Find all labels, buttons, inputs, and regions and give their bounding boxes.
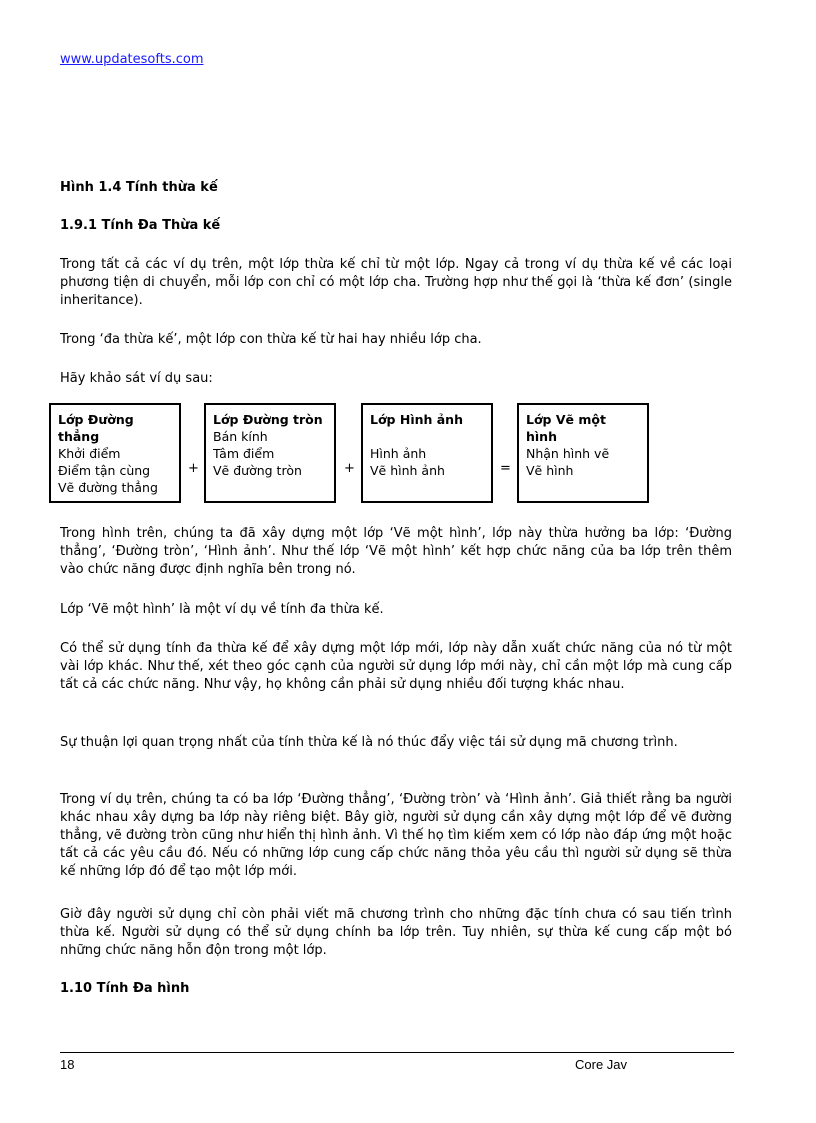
class-box-member: Tâm điểm: [213, 446, 275, 461]
class-box-title: Lớp Đường tròn: [213, 412, 323, 427]
section-title-1-10: 1.10 Tính Đa hình: [60, 981, 190, 996]
paragraph-4: Trong hình trên, chúng ta đã xây dựng một lớp ‘Vẽ một hình’, lớp này thừa hưởng ba lớp: ‘Đường thẳng’, ‘Đường tròn’, ‘Hình ảnh’. Như thế lớp ‘Vẽ một hình’ kết hợp chức năng của ba lớp trên thêm vào chức năng được định nghĩa bên trong nó.: [60, 526, 732, 577]
class-box-line: [49, 403, 181, 503]
class-box-member: Vẽ hình ảnh: [370, 463, 445, 478]
paragraph-8: Trong ví dụ trên, chúng ta có ba lớp ‘Đường thẳng’, ‘Đường tròn’ và ‘Hình ảnh’. Giả thiết rằng ba người khác nhau xây dựng ba lớp này riêng biệt. Bây giờ, người sử dụng cần xây dựng một lớp để vẽ đường thẳng, vẽ đường tròn cũng như hiển thị hình ảnh. Vì thế họ tìm kiếm xem có lớp nào đáp ứng một hoặc tất cả các yêu cầu đó. Nếu có những lớp cung cấp chức năng thỏa yêu cầu thì người sử dụng sẽ thừa kế những lớp đó để tạo một lớp mới.: [60, 792, 732, 879]
page-number: 18: [60, 1057, 75, 1072]
paragraph-9: Giờ đây người sử dụng chỉ còn phải viết mã chương trình cho những đặc tính chưa có sau tiến trình thừa kế. Người sử dụng có thể sử dụng chính ba lớp trên. Tuy nhiên, sự thừa kế cung cấp một bó những chức năng hỗn độn trong một lớp.: [60, 907, 732, 958]
paragraph-2: Trong ‘đa thừa kế’, một lớp con thừa kế từ hai hay nhiều lớp cha.: [60, 332, 482, 347]
class-box-member: Hình ảnh: [370, 446, 427, 461]
class-box-member: Bán kính: [213, 429, 268, 444]
class-box-title: Lớp Vẽ một hình: [526, 412, 606, 444]
plus-operator: +: [188, 461, 199, 476]
footer-book-title: Core Jav: [575, 1057, 628, 1072]
class-box-circle: [204, 403, 336, 503]
class-box-member: Vẽ đường tròn: [213, 463, 302, 478]
plus-operator: +: [344, 461, 355, 476]
class-box-member: Điểm tận cùng: [58, 463, 151, 478]
figure-caption: Hình 1.4 Tính thừa kế: [60, 180, 218, 195]
paragraph-1: Trong tất cả các ví dụ trên, một lớp thừa kế chỉ từ một lớp. Ngay cả trong ví dụ thừa kế về các loại phương tiện di chuyển, mỗi lớp con chỉ có một lớp cha. Trường hợp như thế gọi là ‘thừa kế đơn’ (single inheritance).: [60, 257, 732, 308]
header-link[interactable]: www.updatesofts.com: [60, 52, 204, 67]
paragraph-6: Có thể sử dụng tính đa thừa kế để xây dựng một lớp mới, lớp này dẫn xuất chức năng của nó từ một vài lớp khác. Như thế, xét theo góc cạnh của người sử dụng lớp mới này, chỉ cần một lớp mà cung cấp tất cả các chức năng. Như vậy, họ không cần phải sử dụng nhiều đối tượng khác nhau.: [60, 641, 732, 692]
class-box-title: Lớp Hình ảnh: [370, 412, 463, 427]
class-box-member: Vẽ hình: [526, 463, 574, 478]
paragraph-7: Sự thuận lợi quan trọng nhất của tính thừa kế là nó thúc đẩy việc tái sử dụng mã chương trình.: [60, 735, 678, 750]
class-box-draw-shape: [517, 403, 649, 503]
class-box-member: Vẽ đường thẳng: [58, 480, 158, 495]
footer-divider: [60, 1052, 734, 1053]
class-box-member: Khởi điểm: [58, 446, 121, 461]
class-box-title: Lớp Đường thẳng: [58, 412, 134, 444]
class-box-image: [361, 403, 493, 503]
equals-operator: =: [500, 461, 511, 476]
class-box-member: Nhận hình vẽ: [526, 446, 610, 461]
section-title-1-9-1: 1.9.1 Tính Đa Thừa kế: [60, 218, 221, 233]
paragraph-3: Hãy khảo sát ví dụ sau:: [60, 371, 213, 386]
paragraph-5: Lớp ‘Vẽ một hình’ là một ví dụ về tính đa thừa kế.: [60, 602, 384, 617]
